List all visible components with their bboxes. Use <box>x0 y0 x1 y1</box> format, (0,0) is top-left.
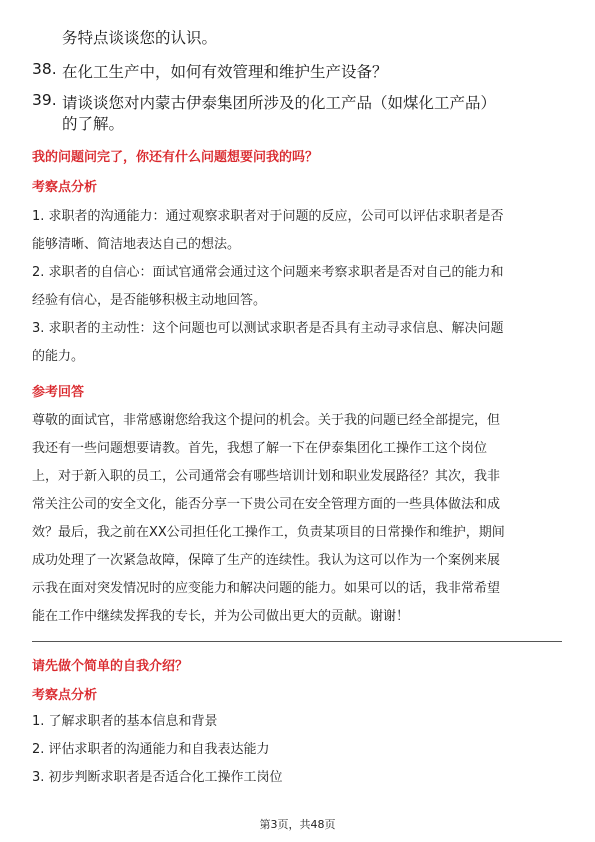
page-number: 第3页，共48页 <box>259 818 336 831</box>
section2-analysis-line: 3. 初步判断求职者是否适合化工操作工岗位 <box>32 770 283 785</box>
question-39-text-line2: 的了解。 <box>62 115 125 133</box>
section1-answer-heading: 参考回答 <box>32 385 85 400</box>
section1-analysis-line: 2. 求职者的自信心：面试官通常会通过这个问题来考察求职者是否对自己的能力和 <box>32 265 504 280</box>
section1-answer-line: 我还有一些问题想要请教。首先，我想了解一下在伊泰集团化工操作工这个岗位 <box>32 441 488 456</box>
question-39-number: 39. <box>32 91 57 109</box>
section1-answer-line: 上，对于新入职的员工，公司通常会有哪些培训计划和职业发展路径？其次，我非 <box>32 469 501 484</box>
section2-analysis-heading: 考察点分析 <box>32 688 98 703</box>
question-38-number: 38. <box>32 60 57 78</box>
section1-analysis-line: 经验有信心，是否能够积极主动地回答。 <box>32 293 267 308</box>
section-divider <box>32 641 562 642</box>
question-39-text-line1: 请谈谈您对内蒙古伊泰集团所涉及的化工产品（如煤化工产品） <box>62 94 497 112</box>
section1-answer-line: 尊敬的面试官，非常感谢您给我这个提问的机会。关于我的问题已经全部提完，但 <box>32 413 501 428</box>
section2-question: 请先做个简单的自我介绍？ <box>32 659 189 674</box>
section1-analysis-line: 的能力。 <box>32 349 85 364</box>
section2-analysis-line: 2. 评估求职者的沟通能力和自我表达能力 <box>32 742 270 757</box>
question-37-continuation: 务特点谈谈您的认识。 <box>62 29 218 47</box>
section1-analysis-heading: 考察点分析 <box>32 180 98 195</box>
section2-analysis-line: 1. 了解求职者的基本信息和背景 <box>32 714 218 729</box>
section1-answer-line: 示我在面对突发情况时的应变能力和解决问题的能力。如果可以的话，我非常希望 <box>32 581 501 596</box>
section1-answer-line: 成功处理了一次紧急故障，保障了生产的连续性。我认为这可以作为一个案例来展 <box>32 553 501 568</box>
section1-answer-line: 能在工作中继续发挥我的专长，并为公司做出更大的贡献。谢谢！ <box>32 609 410 624</box>
section1-question: 我的问题问完了，你还有什么问题想要问我的吗？ <box>32 150 319 165</box>
section1-analysis-line: 能够清晰、简洁地表达自己的想法。 <box>32 237 241 252</box>
question-38-text: 在化工生产中，如何有效管理和维护生产设备？ <box>62 63 388 81</box>
section1-answer-line: 常关注公司的安全文化，能否分享一下贵公司在安全管理方面的一些具体做法和成 <box>32 497 501 512</box>
section1-analysis-line: 3. 求职者的主动性：这个问题也可以测试求职者是否具有主动寻求信息、解决问题 <box>32 321 504 336</box>
section1-analysis-line: 1. 求职者的沟通能力：通过观察求职者对于问题的反应，公司可以评估求职者是否 <box>32 209 504 224</box>
section1-answer-line: 效？最后，我之前在XX公司担任化工操作工，负责某项目的日常操作和维护，期间 <box>32 525 505 540</box>
